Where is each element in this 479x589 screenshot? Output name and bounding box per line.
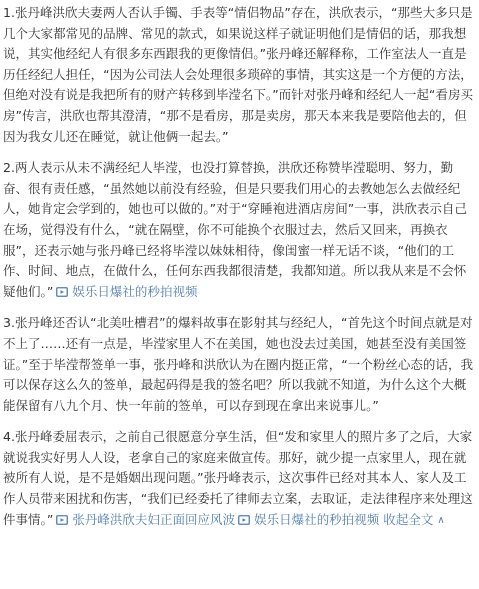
chevron-up-icon: ∧ bbox=[437, 514, 445, 526]
paragraph-2-text: 2.两人表示从未不满经纪人毕滢，也没打算替换，洪欣还称赞毕滢聪明、努力，勤奋、很有责任感，“虽然她以前没有经验，但是只要我们用心的去教她怎么去做经纪人，她肯定会学到的，她也可以做的。”对于“穿睡袍进酒店房间”一事，洪欣表示自己在场，觉得没有什么，“就在隔壁，你不可能换个衣服过去，然后又回来，再换衣服”，还表示她与张丹峰已经将毕滢以妹妹相待，像闺蜜一样无话不谈，“他们的工作、时间、地点，在做什么，任何东西我都很清楚，我都知道。所以我从来是不会怀疑他们。” bbox=[3, 160, 467, 299]
paragraph-1 bbox=[3, 3, 476, 147]
video-link[interactable]: 娱乐日爆社的秒拍视频 bbox=[72, 283, 198, 299]
collapse-label: 收起全文 bbox=[383, 511, 434, 527]
paragraph-3 bbox=[3, 313, 476, 416]
video-link[interactable]: 张丹峰洪欣夫妇正面回应风波 bbox=[72, 511, 236, 527]
paragraph-4 bbox=[3, 427, 476, 531]
paragraph-1-text: 1.张丹峰洪欣夫妻两人否认手镯、手表等“情侣物品”存在，洪欣表示，“那些大多只是几个大家都常见的品牌、常见的款式，如果说这样子就证明他们是情侣的话，那我想说，其实他经纪人有很多东西跟我的更像情侣。”张丹峰还解释称，工作室法人一直是历任经纪人担任，“因为公司法人会处理很多琐碎的事情，其实这是一个方便的方法，但绝对没有说是我把所有的财产转移到毕滢名下。”而针对张丹峰和经纪人一起“看房买房”传言，洪欣也帮其澄清，“那不是看房，那是卖房，那天本来我是要陪他去的，但因为我女儿还在睡觉，就让他俩一起去。” bbox=[3, 5, 473, 144]
video-link[interactable]: 娱乐日爆社的秒拍视频 bbox=[254, 511, 380, 527]
video-link-icon[interactable] bbox=[56, 515, 68, 525]
paragraph-3-text: 3.张丹峰还否认“北美吐槽君”的爆料故事在影射其与经纪人，“首先这个时间点就是对不上了……还有一点是，毕滢家里人不在美国，她也没去过美国，她甚至没有美国签证。”至于毕滢帮签单一事，张丹峰和洪欣认为在圈内挺正常，“一个粉丝心态的话，我可以保存这么久的签单，最起码得是我的签名吧？所以我就不知道，为什么这个大概能保留有八九个月、快一年前的签单，可以存到现在拿出来说事儿。” bbox=[3, 315, 473, 413]
paragraph-4-text: 4.张丹峰委屈表示，之前自己很愿意分享生活，但“发和家里人的照片多了之后，大家就说我实好男人人设，老拿自己的家庭来做宣传。那好，就少提一点家里人，现在就被所有人说，是不是婚姻出现问题。”张丹峰表示，这次事件已经对其本人、家人及工作人员带来困扰和伤害，“我们已经委托了律师去立案，去取证，走法律程序来处理这件事情。” bbox=[3, 429, 473, 527]
weibo-post-body bbox=[0, 3, 479, 531]
video-link-icon[interactable] bbox=[56, 287, 68, 297]
video-link-icon[interactable] bbox=[238, 515, 250, 525]
collapse-full-text-button[interactable] bbox=[383, 512, 444, 527]
paragraph-2 bbox=[3, 158, 476, 302]
